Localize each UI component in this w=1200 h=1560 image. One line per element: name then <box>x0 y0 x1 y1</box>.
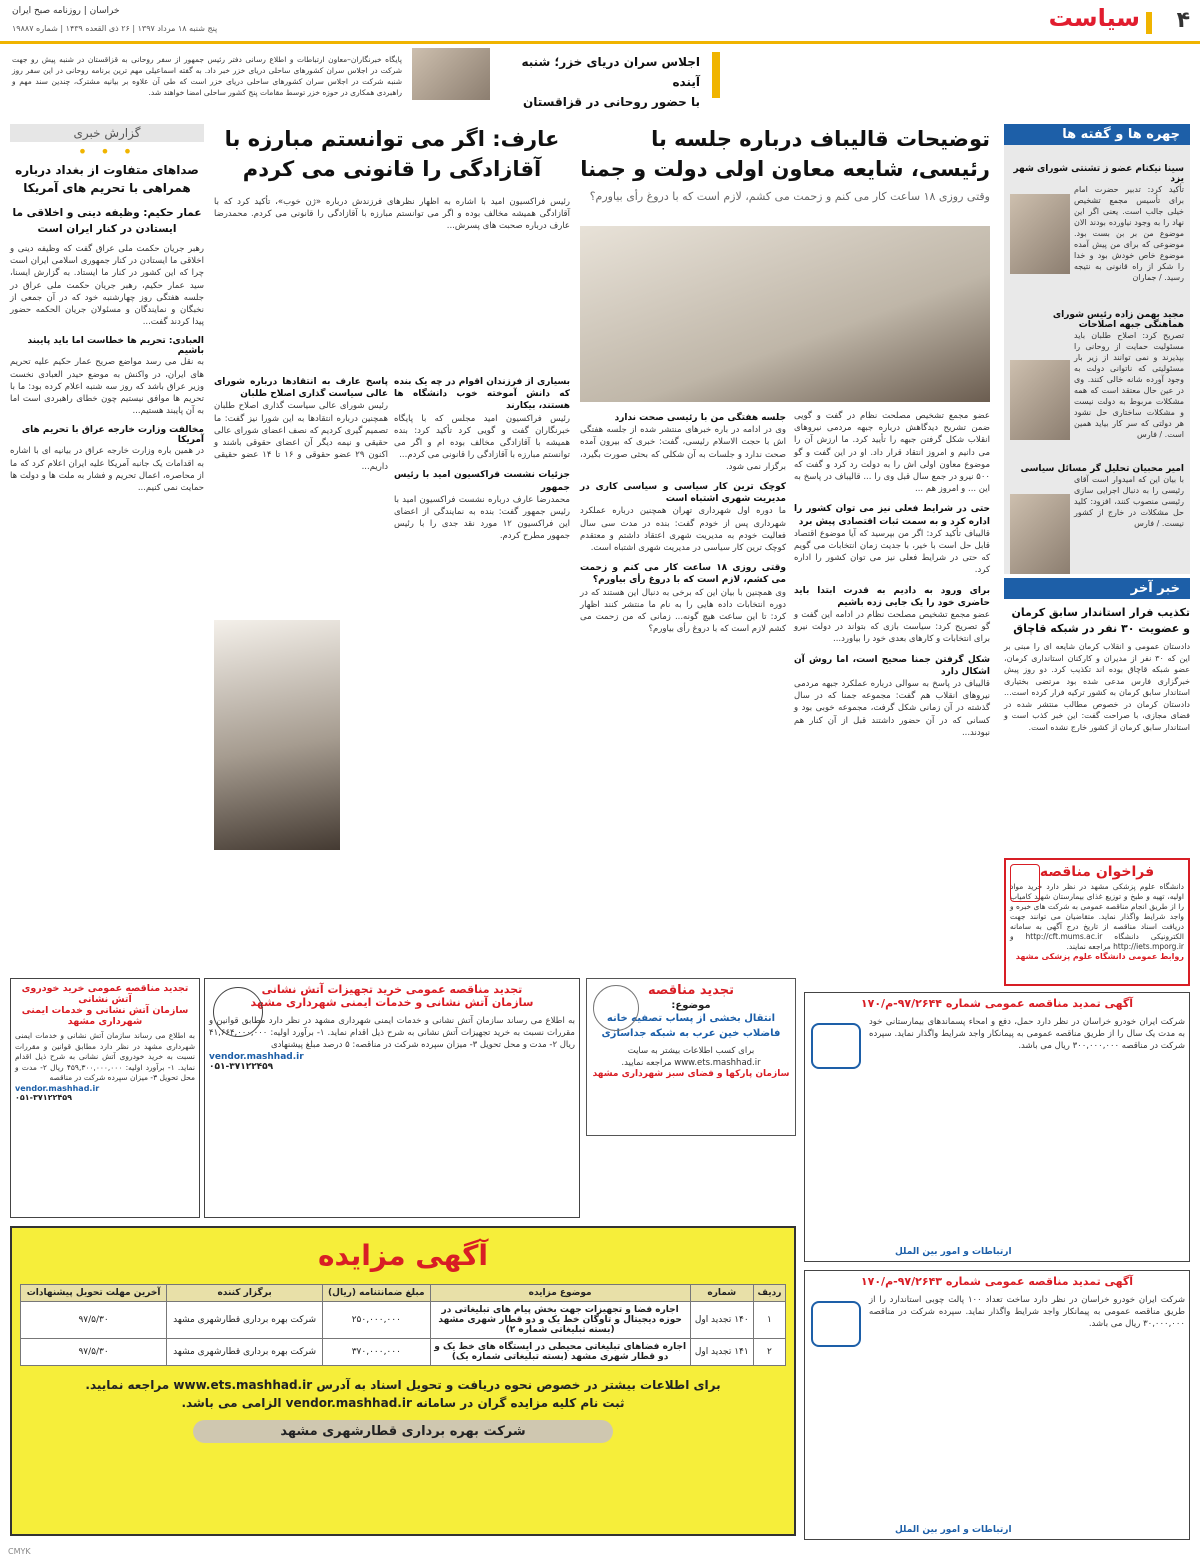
col-number: شماره <box>690 1285 753 1302</box>
cell: ۱ <box>753 1302 785 1339</box>
section-marker <box>1146 12 1152 34</box>
auction-note-2: ثبت نام کلیه مزایده گران در سامانه vendor.mashhad.ir الزامی می باشد. <box>181 1396 625 1410</box>
report-sub-1: العبادی: تحریم ها خطاست اما باید پایبند باشیم <box>27 336 204 357</box>
ad-fire-2-title: تجدید مناقصه عمومی خرید خودروی آتش نشانی <box>21 983 189 1005</box>
main-para-2: وی در ادامه در باره خبرهای منتشر شده از جلسه هفتگی اش با حجت الاسلام رئیسی، گفت: خبری که بیرون آمده صحت ندارد و جلسات به آن شکلی که بحثی صورت بگیرد، برگزار نمی شود. <box>580 425 786 472</box>
ad-parks <box>586 978 796 1136</box>
face-name-3: امیر محبیان تحلیل گر مسائل سیاسی <box>1020 464 1184 474</box>
ad-ikco-1 <box>804 992 1190 1262</box>
col-deadline: آخرین مهلت تحویل پیشنهادات <box>21 1285 167 1302</box>
main-para-7: قالیباف در پاسخ به سوالی درباره عملکرد جبهه مردمی نیروهای انقلاب هم گفت: مجموعه جمنا که در سال گذشته در آن زمانی شکل گرفت، مجموعه خوبی بود و کسانی که در آن حضور داشتند قبل از آن کنار هم نبودند... <box>794 679 990 738</box>
ad-ikco-1-text: شرکت ایران خودرو خراسان در نظر دارد حمل، دفع و امحاء پسماندهای بیمارستانی خود به مدت یک سال را از طریق مناقصه عمومی به پیمانکار واجد شرایط واگذار نماید. سپرده شرکت در مناقصه ۳۰۰,۰۰۰,۰۰۰ ریال می باشد. <box>869 1017 1185 1052</box>
main-para-4: وی همچنین با بیان این که برخی به دنبال این هستند که در دوره انتخابات داده هایی را به نام ما منتشر کنند اظهار کرد: تا این ساعت هیچ گونه... زمانی که من زحمت می کشم لازم است که با دروغ رأی بیاورم؟ <box>580 587 786 635</box>
ad-parks-footer: سازمان پارکها و فضای سبز شهرداری مشهد <box>592 1069 790 1080</box>
cell: شرکت بهره برداری قطارشهری مشهد <box>167 1302 323 1339</box>
ad-parks-text: برای کسب اطلاعات بیشتر به سایت www.ets.mashhad.ir مراجعه نمایید. <box>621 1046 761 1069</box>
brief-headline <box>500 52 700 112</box>
ad-fire-1-title: تجدید مناقصه عمومی خرید تجهیزات آتش نشانی <box>261 983 523 996</box>
main-para-6: عضو مجمع تشخیص مصلحت نظام در ادامه این گفت و گو تصریح کرد: سیاست بازی که بتواند در دولت نیرو برای انتخابات و کارهای بعدی خود را بیاورد... <box>794 610 990 645</box>
main-col-2 <box>580 410 786 635</box>
aref-para-2: رئیس فراکسیون امید مجلس که با پایگاه خبرنگاران گفت و گویی کرد تأکید کرد: بنده همیشه با آقازادگی مخالف بوده ام و اگر می توانستم مبارزه با آقازادگی را قانونی می کردم... <box>394 413 570 461</box>
report-para-2: به نقل می رسد مواضع صریح عمار حکیم علیه تحریم های ایران، در واکنش به موضع حیدر العبادی نخست وزیر عراق باشد که روز سه شنبه اعلام کرده بود: ما با تحریم ها موافق نیستیم چون خطای راهبردی است اما به آن پایبند هستیم... <box>10 357 204 417</box>
ad-ikco-1-footer: ارتباطات و امور بین الملل <box>895 1247 1012 1257</box>
auction-title: آگهی مزایده <box>317 1239 488 1272</box>
ad-fire-2 <box>10 978 200 1218</box>
aref-para-1: رئیس فراکسیون امید با اشاره به اظهار نظرهای فرزندش درباره «ژن خوب»، تأکید کرد که با آقازادگی همیشه مخالف بوده و اگر می توانستم مبارزه با آقازادگی را قانونی می کردم. محمدرضا عارف درباره صحبت های پسرش... <box>214 197 570 232</box>
face-photo-3 <box>1010 494 1070 574</box>
ad-fire-1-site: vendor.mashhad.ir <box>209 1051 304 1062</box>
face-photo-2 <box>1010 360 1070 440</box>
col-subject: موضوع مزایده <box>430 1285 690 1302</box>
report-column <box>10 124 204 494</box>
report-dots: • • • <box>77 142 137 161</box>
ad-parks-subject-label: موضوع: <box>671 1000 711 1011</box>
face-text-3: با بیان این که امیدوار است آقای رئیسی را به دنبال اجرایی سازی رئیسی منصوب کنند، افزود: کلید حل مشکلات در خارج از کشور نیست. / فارس <box>1074 475 1184 528</box>
aref-col-2 <box>214 376 388 474</box>
col-organizer: برگزار کننده <box>167 1285 323 1302</box>
main-sub-2: کوچک ترین کار سیاسی و سیاسی کاری در مدیریت شهری اشتباه است <box>580 482 786 505</box>
main-col-1 <box>794 410 990 739</box>
aref-story <box>214 124 570 184</box>
main-story <box>580 124 990 206</box>
main-headline: توضیحات قالیباف درباره جلسه با رئیسی، شایعه معاون اولی دولت و جمنا <box>580 127 990 181</box>
report-headline: صداهای متفاوت از بغداد درباره همراهی با تحریم های آمریکا <box>15 163 199 195</box>
ad-mums-footer: روابط عمومی دانشگاه علوم پزشکی مشهد <box>1015 952 1184 961</box>
main-sub-3: وقتی روزی ۱۸ ساعت کار می کنم و زحمت می کشم، لازم است که با دروغ رأی بیاورم؟ <box>580 563 786 586</box>
faces-title: چهره ها و گفته ها <box>1004 124 1190 145</box>
section-title: سیاست <box>1048 4 1140 32</box>
ikco-logo-2 <box>811 1301 861 1347</box>
aref-col-1 <box>394 376 570 543</box>
report-para-1: رهبر جریان حکمت ملی عراق گفت که وظیفه دینی و اخلاقی ما ایستادن در کنار جمهوری اسلامی ایران است چرا که این کشور در کنار ما ایستاد. به گزارش ایسنا، سید عمار حکیم، رهبر جریان حکمت ملی عراق در جلسه هفتگی روز چهارشنبه خود که در آن جمعی از نخبگان و نمایندگان و مسئولان جریان الحکمه حضور پیدا کردند گفت... <box>10 244 204 328</box>
ad-parks-subject: انتقال بخشی از پساب تصفیه خانه فاضلاب خین عرب به شبکه جداسازی <box>601 1013 781 1039</box>
cell: ۱۴۱ تجدید اول <box>690 1339 753 1366</box>
col-guarantee: مبلغ ضمانتنامه (ریال) <box>323 1285 431 1302</box>
ad-ikco-2-text: شرکت ایران خودرو خراسان در نظر دارد ساخت تعداد ۱۰۰ پالت چوبی استاندارد را از طریق مناقصه عمومی به پیمانکار واجد شرایط واگذار نماید. سپرده شرکت در مناقصه ۳۰,۰۰۰,۰۰۰ ریال می باشد. <box>869 1295 1185 1330</box>
aref-headline: عارف: اگر می توانستم مبارزه با آقازادگی را قانونی می کردم <box>224 127 560 181</box>
main-para-5: قالیباف تأکید کرد: اگر من بپرسید که آیا موضوع اقتصاد قابل حل است با خیر، با جدیت زمان انتخابات می گویم که حتی در شرایط فعلی نیز می توان کشور را اداره کرد. <box>794 528 990 576</box>
main-sub-6: شکل گرفتن جمنا صحیح است، اما روش آن اشکال دارد <box>794 654 990 677</box>
mums-logo <box>1010 864 1040 902</box>
face-photo-1 <box>1010 194 1070 274</box>
ad-mums-title: فراخوان مناقصه <box>1039 864 1155 880</box>
ad-fire-2-text: به اطلاع می رساند سازمان آتش نشانی و خدمات ایمنی شهرداری مشهد در نظر دارد مطابق قوانین و مقررات نسبت به خرید خودروی آتش نشانی به شرح ذیل اقدام نماید. ۱- برآورد اولیه: ۴۵۹,۳۰۰,۰۰۰,۰۰۰ ریال ۲- مدت و محل تحویل ۳- میزان سپرده شرکت در مناقصه <box>15 1031 195 1082</box>
print-marks: CMYK <box>8 1547 31 1556</box>
last-news-text: دادستان عمومی و انقلاب کرمان شایعه ای را مبنی بر این که ۳۰ نفر از مدیران و کارکنان استانداری کرمان، عضو شبکه قاچاق بوده اند تکذیب کرد. دو روز پیش خبرگزاری فارس مدعی شده بود مرتضی بختیاری استاندار سابق کرمان به کشور ترکیه فرار کرده است... دادستان کرمان در خصوص مطالب منتشر شده در فضای مجازی، با صراحت گفت: این خبر کذب است و استاندار سابق کرمان از کشور خارج نشده است. <box>1004 642 1190 732</box>
rouhani-photo <box>412 48 490 100</box>
report-subheadline: عمار حکیم: وظیفه دینی و اخلاقی ما ایستادن در کنار ایران است <box>12 207 202 235</box>
brief-headline-line2: با حضور روحانی در قزاقستان <box>522 95 700 109</box>
ad-fire-1-footer: ۰۵۱-۳۷۱۲۲۴۵۹ <box>209 1061 274 1072</box>
aref-sub-1: بسیاری از فرزندان اقوام در چه یک بنده که دانش آموخته خوب دانشگاه ها هستند، بیکارند <box>394 377 570 412</box>
cell: ۹۷/۵/۳۰ <box>21 1302 167 1339</box>
report-section: گزارش خبری <box>10 124 204 142</box>
ad-fire-1 <box>204 978 580 1218</box>
ad-fire-2-site: vendor.mashhad.ir <box>15 1083 100 1093</box>
aref-col-top <box>214 196 570 233</box>
col-row: ردیف <box>753 1285 785 1302</box>
page-number: ۴ <box>1176 8 1190 33</box>
brief-text: پایگاه خبرنگاران–معاون ارتباطات و اطلاع رسانی دفتر رئیس جمهور از سفر روحانی به قزاقستان در شنبه پیش رو جهت شرکت در اجلاس سران کشورهای ساحلی دریای خزر خبر داد. به گفته اسماعیلی مهم ترین برنامه روحانی در این سفر روز شنبه شرکت در اجلاس سران کشورهای ساحلی دریای خزر است که طی آن علاوه بر بیانیه مشترک، چندین سند مهم و راهبردی همکاری در حوزه خزر توسط مقامات پنج کشور ساحلی امضا خواهند شد. <box>12 55 402 97</box>
cell: اجاره فضاهای تبلیغاتی محیطی در ایستگاه های خط یک و دو قطار شهری مشهد (بسته تبلیغاتی شماره یک) <box>430 1339 690 1366</box>
aref-para-4: رئیس شورای عالی سیاست گذاری اصلاح طلبان همچنین درباره انتقادها به این شورا نیز گفت: ما تصمیم گیری کردیم که نصف اعضای شورای عالی حقیقی و نیمه دیگر آن اعضای حقوقی باشند و اکنون ۲۹ عضو حقوقی و ۱۶ تا ۱۴ عضو حقیقی داریم... <box>214 401 389 473</box>
parks-logo <box>593 985 639 1031</box>
ad-ikco-2-footer: ارتباطات و امور بین الملل <box>895 1525 1012 1535</box>
aref-para-3: محمدرضا عارف درباره نشست فراکسیون امید با رئیس جمهور گفت: بنده به نمایندگی از اعضای این فراکسیون ۱۲ مورد نقد جدی را با رئیس جمهور مطرح کردم. <box>394 494 570 542</box>
auction-ad <box>10 1226 796 1536</box>
auction-table <box>20 1284 786 1366</box>
main-sub-1: جلسه هفتگی من با رئیسی صحت ندارد <box>614 413 786 423</box>
main-para-1: عضو مجمع تشخیص مصلحت نظام در گفت و گویی ضمن تشریح دیدگاهش درباره جبهه مردمی نیروهای انقلاب شکل گرفتن جبهه را تأیید کرد. ما ارزش آن را می دانیم و امروز انتقاد قرار داد. او در این گفت و گو موضوع معاون اولی اش را به دولت رد کرد و گفت که ۵۰۰ نیرو در جمع سال قبل وی را ... قالیباف در پاسخ به این ... و امروز هم ... <box>794 411 990 495</box>
paper-name: خراسان | روزنامه صبح ایران <box>12 6 120 16</box>
aref-sub-3: پاسخ عارف به انتقادها درباره شورای عالی سیاست گذاری اصلاح طلبان <box>214 377 388 400</box>
ad-fire-2-org: سازمان آتش نشانی و خدمات ایمنی شهرداری مشهد <box>21 1005 189 1027</box>
main-para-3: ما دوره اول شهرداری تهران همچنین درباره عملکرد شهرداری پس از خودم گفت: بنده در مدت سی سال فعالیت خودم به مدیریت شهری اعتقاد داشتم و معتقدم کوچک ترین کار سیاسی در مدیریت شهری اشتباه است. <box>580 506 786 554</box>
page-header <box>0 0 1200 44</box>
brief-bar <box>712 52 720 98</box>
last-news-title: خبر آخر <box>1004 578 1190 599</box>
aref-photo <box>214 620 340 850</box>
cell: ۲۵۰,۰۰۰,۰۰۰ <box>323 1302 431 1339</box>
auction-note-1: برای اطلاعات بیشتر در خصوص نحوه دریافت و تحویل اسناد به آدرس www.ets.mashhad.ir مراجعه نمایید. <box>85 1378 721 1392</box>
ad-parks-title: تجدید مناقصه <box>647 983 735 998</box>
auction-footer: شرکت بهره برداری قطارشهری مشهد <box>193 1420 613 1443</box>
ad-fire-1-org: سازمان آتش نشانی و خدمات ایمنی شهرداری مشهد <box>250 996 534 1009</box>
last-news <box>1004 578 1190 733</box>
face-name-2: مجید بهمن زاده رئیس شورای هماهنگی جبهه اصلاحات <box>1052 310 1184 330</box>
ad-mums <box>1004 858 1190 986</box>
cell: ۳۷۰,۰۰۰,۰۰۰ <box>323 1339 431 1366</box>
ad-mums-text: دانشگاه علوم پزشکی مشهد در نظر دارد خرید مواد اولیه، تهیه و طبخ و توزیع غذای بیمارستان شهید کامیاب را از طریق انجام مناقصه عمومی به شرکت های خبره و واجد شرایط واگذار نماید. متقاضیان می توانند جهت دریافت اسناد مناقصه از تاریخ درج آگهی به سامانه الکترونیکی دانشگاه http://cft.mums.ac.ir و http://iets.mporg.ir مراجعه نمایند. <box>1010 882 1184 951</box>
fire-logo-1 <box>213 987 263 1037</box>
cell: ۲ <box>753 1339 785 1366</box>
cell: ۹۷/۵/۳۰ <box>21 1339 167 1366</box>
ad-fire-1-text: به اطلاع می رساند سازمان آتش نشانی و خدمات ایمنی شهرداری مشهد در نظر دارد مطابق قوانین و مقررات نسبت به خرید تجهیزات آتش نشانی به شرح ذیل اقدام نماید. ۱- برآورد اولیه: ۴۱,۶۶۴,۰۰۰,۰۰۰ ریال ۲- مدت و محل تحویل ۳- میزان سپرده شرکت در مناقصه: ۵ درصد مبلغ پیشنهادی <box>209 1016 575 1051</box>
table-row <box>21 1302 786 1339</box>
qalibaf-photo <box>580 226 990 402</box>
ikco-logo-1 <box>811 1023 861 1069</box>
ad-ikco-2 <box>804 1270 1190 1540</box>
cell: اجاره فضا و تجهیزات جهت بخش پیام های تبلیغاتی در حوزه دیجیتال و تاوگان خط یک و دو قطار شهری مشهد (بسته تبلیغاتی شماره ۲) <box>430 1302 690 1339</box>
main-sub-4: حتی در شرایط فعلی نیز می توان کشور را اداره کرد و به سمت ثبات اقتصادی پیش برد <box>794 504 990 527</box>
face-text-1: تأکید کرد: تدبیر حضرت امام برای تأسیس مجمع تشخیص خیلی جالب است. یعنی اگر این نهاد را به وجود نیاورده بودند الان موضوع من بر بن بست بود. موضوعی که برای من پیش آمده موضوع خاص خودش بود و خدا را شکر از راه قانونی به نتیجه رسید. / جماران <box>1074 185 1184 282</box>
main-kicker: وقتی روزی ۱۸ ساعت کار می کنم و زحمت می کشم، لازم است که با دروغ رأی بیاورم؟ <box>589 190 990 203</box>
face-text-2: تصریح کرد: اصلاح طلبان باید مسئولیت حمایت از روحانی را بپذیرند و نمی توانند از زیر بار مسئولیتی که ناتوانی دولت به وجود آورده شانه خالی کنند. وی در عین حال معتقد است که همه مشکلات مربوط به دولت نیست و مشکلات ساختاری حل نشود هر دولتی که سر کار بیاید همین است. / فارس <box>1074 331 1184 439</box>
cell: ۱۴۰ تجدید اول <box>690 1302 753 1339</box>
last-news-headline: تکذیب فرار استاندار سابق کرمان و عضویت ۳۰ نفر در شبکه قاچاق <box>1011 606 1190 635</box>
main-sub-5: برای ورود به دادیم به قدرت ابتدا باید حاضری خود را یک جایی زده باشیم <box>794 585 990 608</box>
cell: شرکت بهره برداری قطارشهری مشهد <box>167 1339 323 1366</box>
auction-header-row <box>21 1285 786 1302</box>
report-para-3: در همین باره وزارت خارجه عراق در بیانیه ای با اشاره به اقدامات یک جانبه آمریکا علیه ایران اعلام کرد که ما از محاصره، اعمال تحریم و فشار به ملت ها و دولت ها حمایت نمی کنیم... <box>10 446 204 494</box>
faces-sidebar <box>1004 124 1190 574</box>
table-row <box>21 1339 786 1366</box>
date-line: پنج شنبه ۱۸ مرداد ۱۳۹۷ | ۲۶ ذی القعده ۱۴۳۹ | شماره ۱۹۸۸۷ <box>12 24 218 33</box>
ad-ikco-1-title: آگهی تمدید مناقصه عمومی شماره ۹۷/۲۶۴۴-م/۱۷۰ <box>860 997 1134 1010</box>
ad-fire-2-footer: ۰۵۱-۳۷۱۲۲۴۵۹ <box>15 1092 73 1102</box>
ad-ikco-2-title: آگهی تمدید مناقصه عمومی شماره ۹۷/۲۶۴۳-م/۱۷۰ <box>860 1275 1134 1288</box>
brief-headline-line1: اجلاس سران دریای خزر؛ شنبه آینده <box>521 55 700 89</box>
face-name-1: سینا نیکنام عضو ز تشنتی شورای شهر یزد <box>1013 164 1184 184</box>
report-sub-2: مخالفت وزارت خارجه عراق با تحریم های آمریکا <box>21 425 204 446</box>
aref-sub-2: جزئیات نشست فراکسیون امید با رئیس جمهور <box>394 470 570 493</box>
